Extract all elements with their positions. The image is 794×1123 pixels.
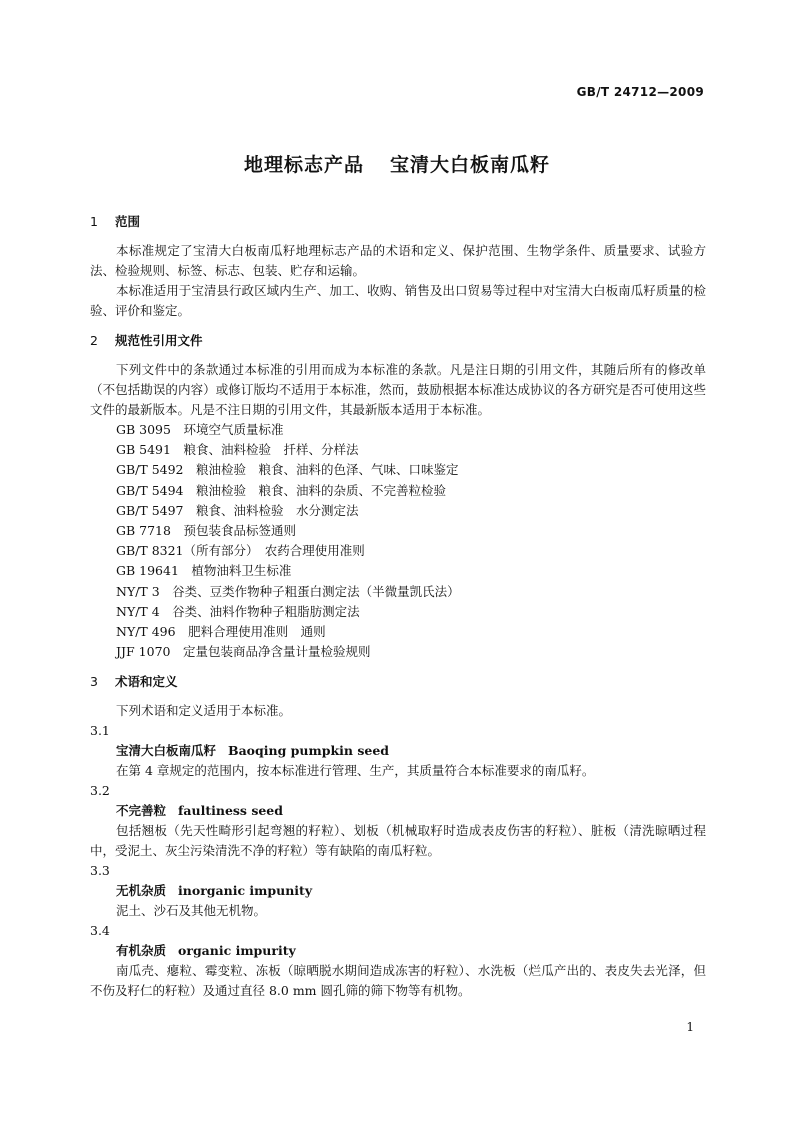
term-number: 3.4 [90,923,110,939]
term-heading [90,881,706,901]
term-cn: 无机杂质 [116,883,167,899]
reference-list [90,420,706,662]
term-en: Baoqing pumpkin seed [228,743,390,759]
section-3 [90,672,706,1001]
term-definition: 在第 4 章规定的范围内，按本标准进行管理、生产，其质量符合本标准要求的南瓜籽。 [116,763,595,779]
standard-code: GB/T 24712—2009 [576,85,704,99]
reference-item: GB/T 5492 粮油检验 粮食、油料的色泽、气味、口味鉴定 [116,462,459,478]
term-number: 3.3 [90,863,110,879]
section-title: 范围 [115,214,141,229]
reference-item: GB/T 5497 粮食、油料检验 水分测定法 [116,502,359,518]
paragraph: 下列术语和定义适用于本标准。 [116,703,292,719]
section-number: 2 [90,333,98,348]
term-entry [90,921,706,1001]
term-entry [90,781,706,861]
reference-item: GB 7718 预包装食品标签通则 [116,523,296,539]
section-title: 术语和定义 [115,674,178,690]
term-cn: 不完善粒 [116,803,167,819]
term-cn: 宝清大白板南瓜籽 [116,743,217,759]
section-1-heading [90,212,706,232]
term-number: 3.2 [90,783,110,799]
paragraph: 本标准适用于宝清县行政区域内生产、加工、收购、销售及出口贸易等过程中对宝清大白板南瓜籽质量的检验、评价和鉴定。 [90,283,706,318]
term-en: faultiness seed [178,803,284,819]
section-number: 1 [90,214,98,229]
reference-item: NY/T 496 肥料合理使用准则 通则 [116,624,326,640]
reference-item: GB/T 8321（所有部分） 农药合理使用准则 [116,543,365,559]
term-number: 3.1 [90,723,110,739]
section-title: 规范性引用文件 [115,333,203,348]
term-entry [90,861,706,921]
section-3-heading [90,672,706,692]
document-title [0,150,794,177]
term-definition: 南瓜壳、瘪粒、霉变粒、冻板（晾晒脱水期间造成冻害的籽粒）、水洗板（烂瓜产出的、表皮失去光泽，但不伤及籽仁的籽粒）及通过直径 8.0 mm 圆孔筛的筛下物等有机物。 [90,963,706,999]
term-en: organic impurity [178,943,296,959]
reference-item: NY/T 4 谷类、油料作物种子粗脂肪测定法 [116,603,360,619]
title-part2: 宝清大白板南瓜籽 [390,154,551,176]
paragraph: 下列文件中的条款通过本标准的引用而成为本标准的条款。凡是注日期的引用文件，其随后所有的修改单（不包括勘误的内容）或修订版均不适用于本标准，然而，鼓励根据本标准达成协议的各方研究是否可使用这些文件的最新版本。凡是不注日期的引用文件，其最新版本适用于本标准。 [90,362,706,417]
reference-item: GB 3095 环境空气质量标准 [116,422,284,437]
reference-item: JJF 1070 定量包装商品净含量计量检验规则 [116,644,371,660]
term-cn: 有机杂质 [116,943,167,959]
term-heading [90,741,706,761]
term-definition: 包括翘板（先天性畸形引起弯翘的籽粒）、划板（机械取籽时造成表皮伤害的籽粒）、脏板（清洗晾晒过程中，受泥土、灰尘污染清洗不净的籽粒）等有缺陷的南瓜籽粒。 [90,823,706,859]
title-part1: 地理标志产品 [243,154,364,176]
paragraph: 本标准规定了宝清大白板南瓜籽地理标志产品的术语和定义、保护范围、生物学条件、质量要求、试验方法、检验规则、标签、标志、包装、贮存和运输。 [90,243,706,278]
term-en: inorganic impunity [178,883,313,899]
section-2-heading [90,331,706,351]
reference-item: GB/T 5494 粮油检验 粮食、油料的杂质、不完善粒检验 [116,482,447,498]
reference-item: GB 5491 粮食、油料检验 扦样、分样法 [116,442,359,458]
term-definition: 泥土、沙石及其他无机物。 [116,903,267,919]
term-heading [90,801,706,821]
page-number: 1 [686,1020,694,1034]
section-number: 3 [90,674,98,690]
document-body [90,212,706,1001]
section-1 [90,212,706,321]
term-heading [90,941,706,961]
term-entry [90,721,706,781]
reference-item: NY/T 3 谷类、豆类作物种子粗蛋白测定法（半微量凯氏法） [116,583,460,599]
section-2 [90,331,706,662]
reference-item: GB 19641 植物油料卫生标准 [116,563,292,579]
